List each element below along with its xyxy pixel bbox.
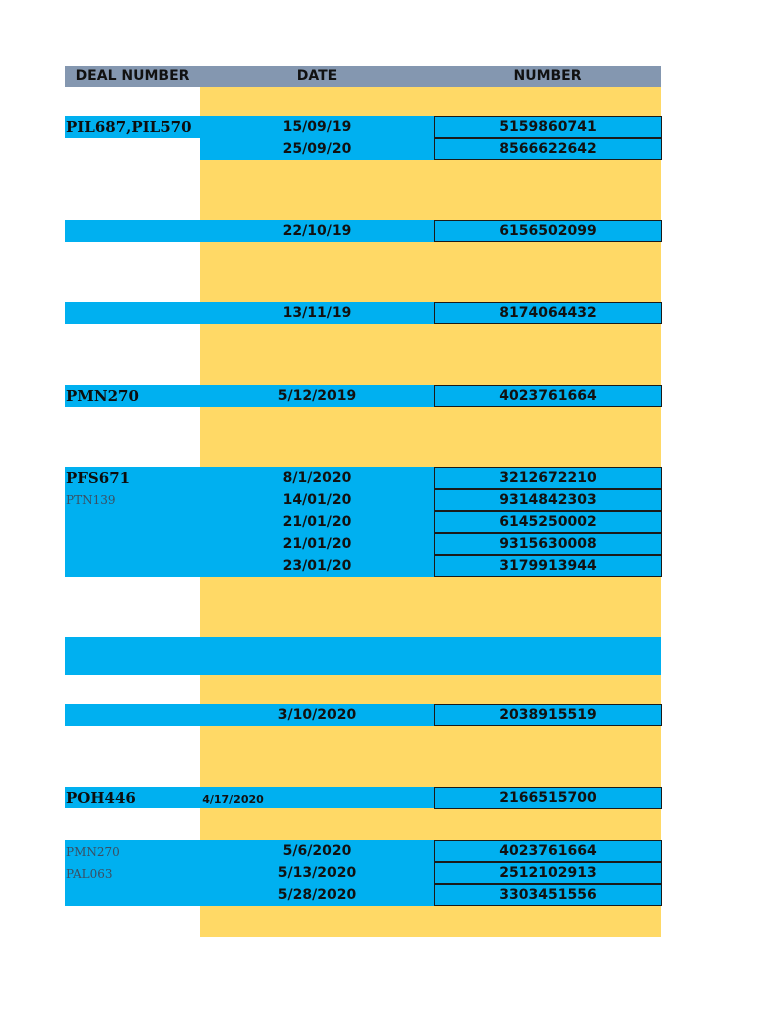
number-cell: 3179913944 (434, 555, 662, 577)
date-cell: 15/09/19 (282, 119, 352, 135)
deal-number-cell: PMN270 (66, 387, 139, 405)
deal-number-cell: POH446 (66, 789, 136, 807)
number-cell: 4023761664 (434, 840, 662, 862)
blue-band-full (65, 637, 661, 675)
date-cell: 5/12/2019 (277, 388, 357, 404)
date-cell: 13/11/19 (282, 305, 352, 321)
number-cell: 6156502099 (434, 220, 662, 242)
date-cell: 21/01/20 (282, 536, 352, 552)
date-cell: 14/01/20 (282, 492, 352, 508)
date-cell: 5/6/2020 (282, 843, 352, 859)
date-cell: 22/10/19 (282, 223, 352, 239)
number-cell: 9315630008 (434, 533, 662, 555)
number-cell: 8174064432 (434, 302, 662, 324)
date-cell: 21/01/20 (282, 514, 352, 530)
number-cell: 2166515700 (434, 787, 662, 809)
date-cell: 4/17/2020 (202, 793, 264, 806)
deal-number-cell: PTN139 (66, 493, 116, 507)
number-cell: 5159860741 (434, 116, 662, 138)
deal-number-cell: PIL687,PIL570 (66, 118, 192, 136)
number-cell: 6145250002 (434, 511, 662, 533)
number-cell: 3212672210 (434, 467, 662, 489)
date-cell: 5/13/2020 (277, 865, 357, 881)
deal-number-cell: PFS671 (66, 469, 131, 487)
date-cell: 25/09/20 (282, 141, 352, 157)
deal-number-cell: PAL063 (66, 867, 113, 881)
header-deal-number: DEAL NUMBER (75, 68, 190, 84)
number-cell: 3303451556 (434, 884, 662, 906)
date-cell: 3/10/2020 (277, 707, 357, 723)
date-cell: 8/1/2020 (282, 470, 352, 486)
number-cell: 8566622642 (434, 138, 662, 160)
number-cell: 4023761664 (434, 385, 662, 407)
date-cell: 23/01/20 (282, 558, 352, 574)
header-date: DATE (296, 68, 338, 84)
deal-number-cell: PMN270 (66, 845, 120, 859)
number-cell: 2512102913 (434, 862, 662, 884)
date-cell: 5/28/2020 (277, 887, 357, 903)
number-cell: 2038915519 (434, 704, 662, 726)
number-cell: 9314842303 (434, 489, 662, 511)
header-number: NUMBER (513, 68, 582, 84)
